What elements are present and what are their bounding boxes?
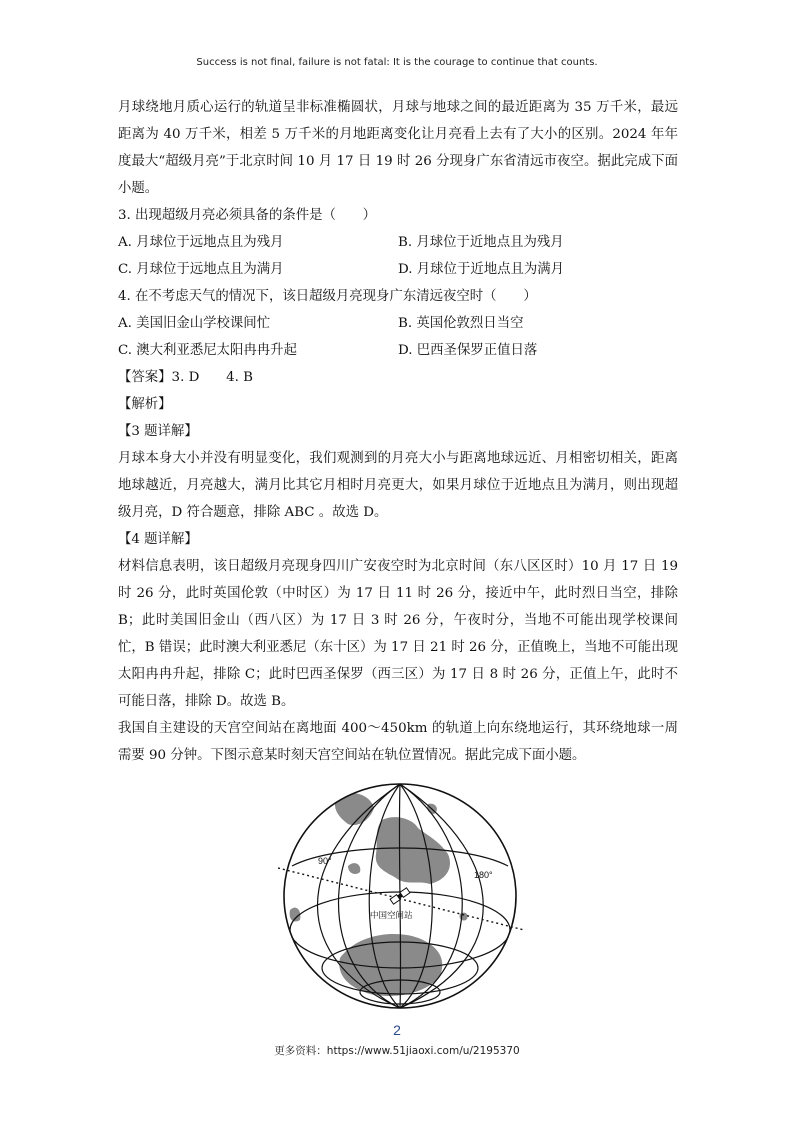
question-4-options-row-2	[118, 337, 678, 364]
q4-detail-text: 材料信息表明，该日超级月亮现身四川广安夜空时为北京时间（东八区区时）10 月 17 日 19 时 26 分，此时英国伦敦（中时区）为 17 日 11 时 26 分，接近中午，此时烈日当空，排除 B；此时美国旧金山（西八区）为 17 日 3 时 26 分，午夜时分，当地不可能出现学校课间忙，B 错误；此时澳大利亚悉尼（东十区）为 17 日 21 时 26 分，正值晚上，当地不可能出现太阳冉冉升起，排除 C；此时巴西圣保罗（西三区）为 17 日 8 时 26 分，正值上午，此时不可能日落，排除 D。故选 B。	[118, 559, 683, 709]
q3-option-a: A. 月球位于远地点且为残月	[118, 235, 284, 250]
q4-option-a: A. 美国旧金山学校课间忙	[118, 316, 271, 331]
footer-link[interactable]: 更多资料：https://www.51jiaoxi.com/u/2195370	[274, 1045, 520, 1057]
label-180: 180°	[474, 870, 493, 880]
q3-detail-text: 月球本身大小并没有明显变化，我们观测到的月亮大小与距离地球远近、月相密切相关，距离地球越近，月亮越大，满月比其它月相时月亮更大，如果月球位于近地点且为满月，则出现超级月亮，D 符合题意，排除 ABC 。故选 D。	[118, 451, 678, 520]
question-4-options-row-1	[118, 310, 678, 337]
answer-line: 【答案】3. D 4. B	[118, 370, 253, 385]
question-3-options-row-1	[118, 229, 678, 256]
question-3-stem: 3. 出现超级月亮必须具备的条件是（ ）	[118, 208, 377, 223]
label-90: 90°	[318, 856, 332, 866]
question-3-options-row-2	[118, 256, 678, 283]
q4-option-d: D. 巴西圣保罗正值日落	[398, 343, 538, 358]
intro-paragraph-1: 月球绕地月质心运行的轨道呈非标准椭圆状，月球与地球之间的最近距离为 35 万千米，最远距离为 40 万千米，相差 5 万千米的月地距离变化让月亮看上去有了大小的区别。2024 年年度最大“超级月亮”于北京时间 10 月 17 日 19 时 26 分现身广东省清远市夜空。据此完成下面小题。	[118, 100, 678, 196]
question-4-stem: 4. 在不考虑天气的情况下，该日超级月亮现身广东清远夜空时（ ）	[118, 289, 537, 304]
q3-option-c: C. 月球位于远地点且为满月	[118, 262, 284, 277]
page-number: 2	[393, 1022, 401, 1038]
globe-figure	[278, 780, 528, 1015]
q4-detail-heading: 【4 题详解】	[118, 532, 198, 547]
document-body	[118, 94, 683, 769]
analysis-heading: 【解析】	[118, 397, 172, 412]
station-label: 中国空间站	[370, 911, 413, 921]
q3-detail-heading: 【3 题详解】	[118, 424, 198, 439]
q4-option-c: C. 澳大利亚悉尼太阳冉冉升起	[118, 343, 297, 358]
q3-option-b: B. 月球位于近地点且为残月	[398, 235, 564, 250]
intro-paragraph-2: 我国自主建设的天宫空间站在离地面 400～450km 的轨道上向东绕地运行，其环绕地球一周需要 90 分钟。下图示意某时刻天宫空间站在轨位置情况。据此完成下面小题。	[118, 721, 678, 763]
globe-diagram	[278, 780, 528, 1015]
header-quote: Success is not final, failure is not fatal: It is the courage to continue that counts.	[196, 57, 598, 68]
q4-option-b: B. 英国伦敦烈日当空	[398, 316, 524, 331]
q3-option-d: D. 月球位于近地点且为满月	[398, 262, 565, 277]
